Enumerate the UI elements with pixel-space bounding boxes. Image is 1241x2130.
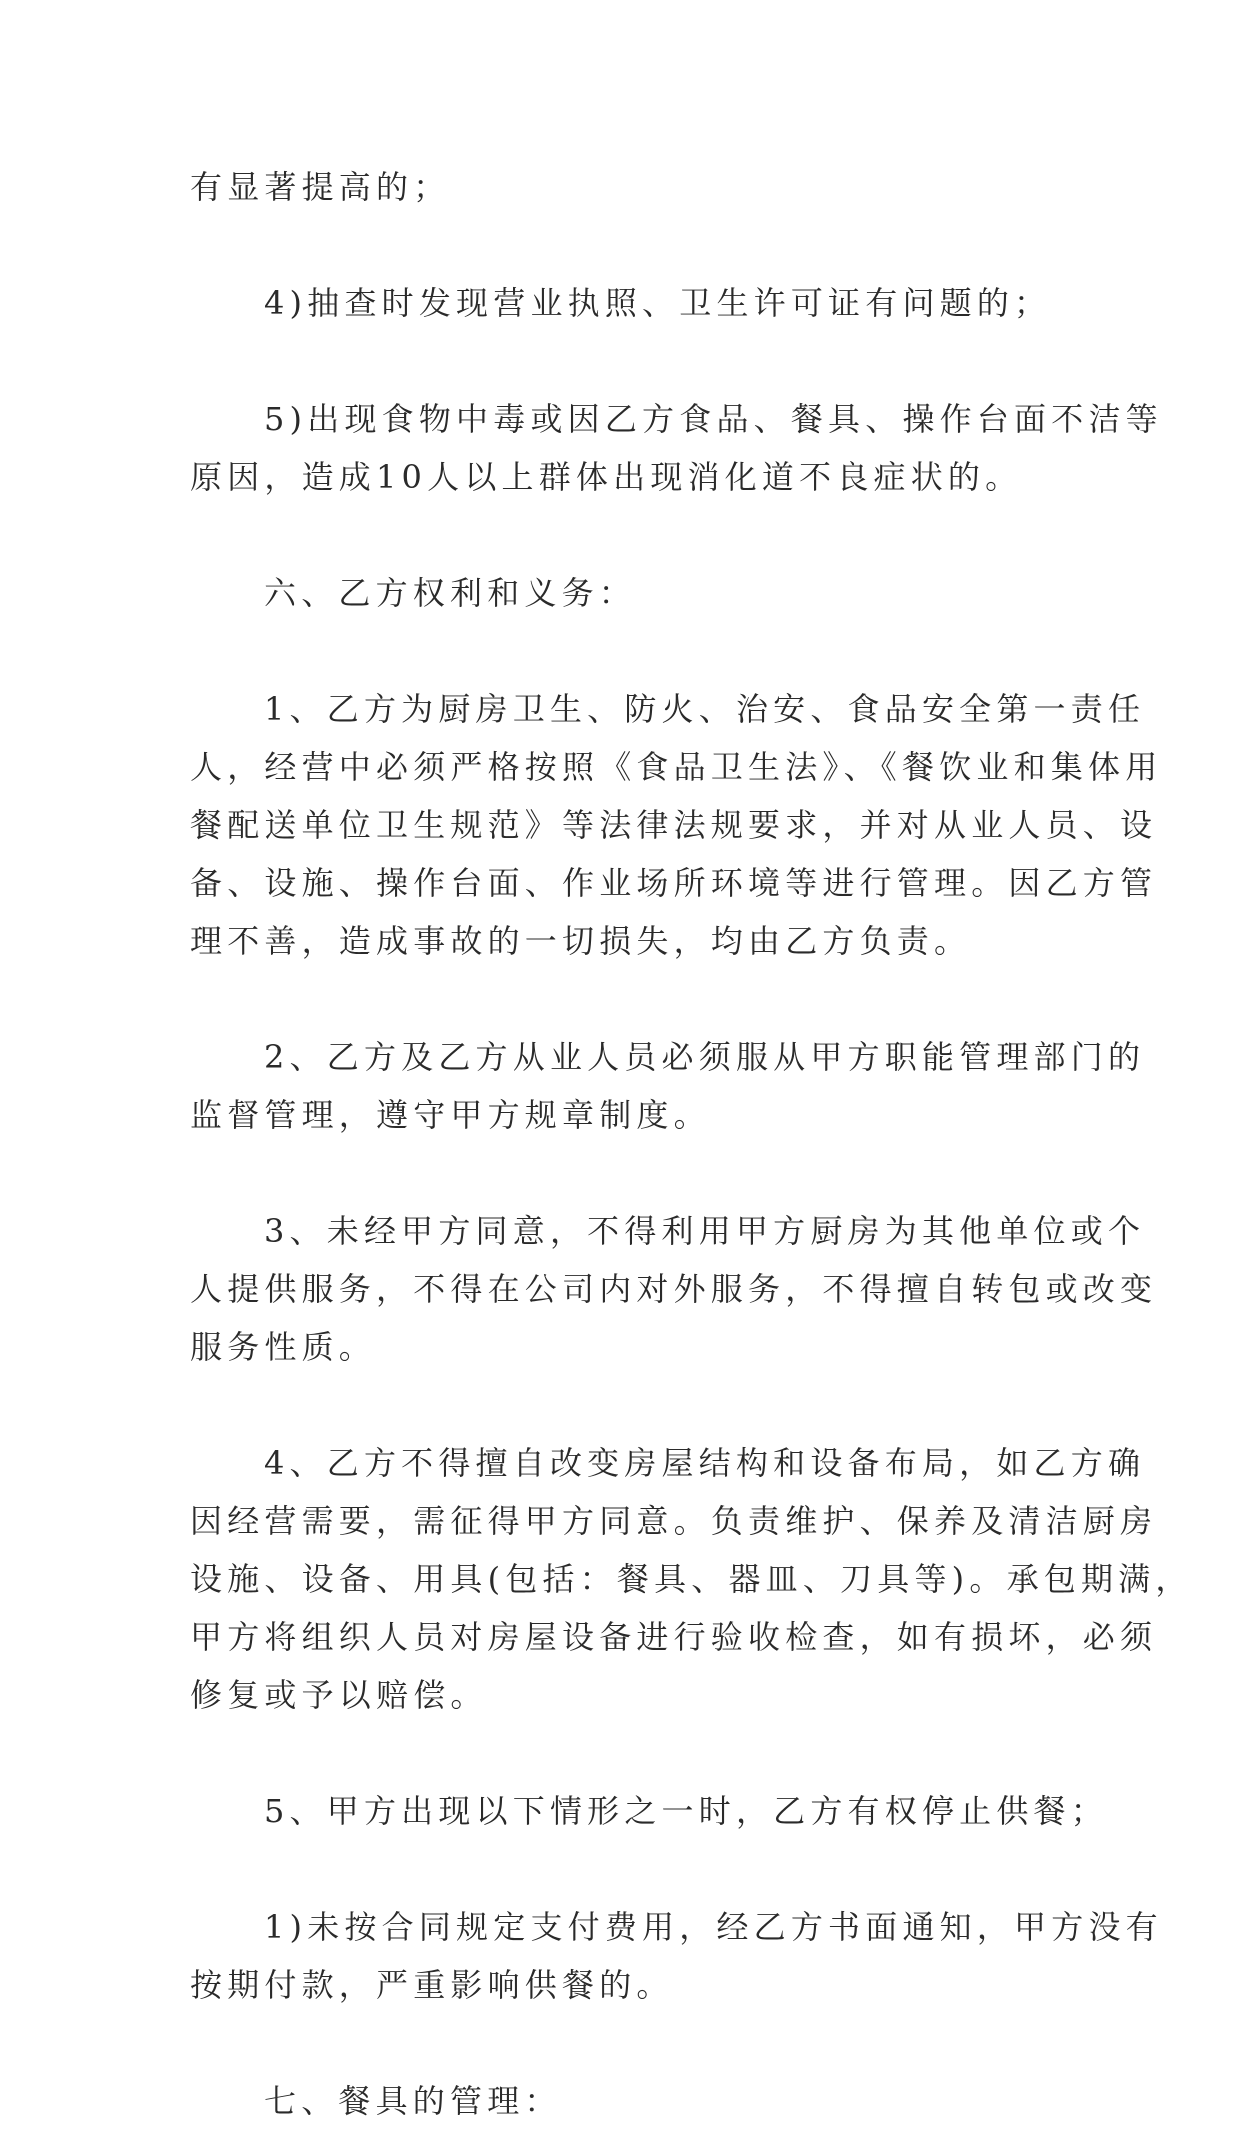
line-gap (190, 1144, 1050, 1202)
text-line: 修复或予以赔偿。 (190, 1676, 488, 1714)
text-line: 5、甲方出现以下情形之一时，乙方有权停止供餐； (264, 1792, 1108, 1830)
line-gap (190, 1376, 1050, 1434)
line-gap (190, 216, 1050, 274)
text-line: 1)未按合同规定支付费用，经乙方书面通知，甲方没有 (264, 1908, 1163, 1946)
line-gap (190, 970, 1050, 1028)
text-line: 有显著提高的； (190, 168, 451, 206)
line-gap (190, 1724, 1050, 1782)
text-line: 人，经营中必须严格按照《食品卫生法》、《餐饮业和集体用 (190, 748, 1163, 786)
text-line: 1、乙方为厨房卫生、防火、治安、食品安全第一责任 (264, 690, 1146, 728)
text-line: 甲方将组织人员对房屋设备进行验收检查，如有损坏，必须 (190, 1618, 1158, 1656)
text-line: 餐配送单位卫生规范》等法律法规要求，并对从业人员、设 (190, 806, 1158, 844)
text-line: 按期付款，严重影响供餐的。 (190, 1966, 674, 2004)
section-heading: 七、餐具的管理： (264, 2082, 562, 2120)
line-gap (190, 506, 1050, 564)
text-line: 理不善，造成事故的一切损失，均由乙方负责。 (190, 922, 972, 960)
text-line: 原因，造成10人以上群体出现消化道不良症状的。 (190, 458, 1023, 496)
line-gap (190, 332, 1050, 390)
text-line: 人提供服务，不得在公司内对外服务，不得擅自转包或改变 (190, 1270, 1158, 1308)
text-line: 备、设施、操作台面、作业场所环境等进行管理。因乙方管 (190, 864, 1158, 902)
document-body (190, 158, 1193, 2130)
text-line: 服务性质。 (190, 1328, 377, 1366)
text-line: 监督管理，遵守甲方规章制度。 (190, 1096, 711, 1134)
text-line: 2、乙方及乙方从业人员必须服从甲方职能管理部门的 (264, 1038, 1146, 1076)
text-line: 3、未经甲方同意，不得利用甲方厨房为其他单位或个 (264, 1212, 1146, 1250)
line-gap (190, 2014, 1050, 2072)
line-gap (190, 622, 1050, 680)
line-gap (190, 1840, 1050, 1898)
text-line: 5)出现食物中毒或因乙方食品、餐具、操作台面不洁等 (264, 400, 1163, 438)
text-line: 4、乙方不得擅自改变房屋结构和设备布局，如乙方确 (264, 1444, 1146, 1482)
section-heading: 六、乙方权利和义务： (264, 574, 637, 612)
text-line: 因经营需要，需征得甲方同意。负责维护、保养及清洁厨房 (190, 1502, 1158, 1540)
text-line: 设施、设备、用具(包括：餐具、器皿、刀具等)。承包期满， (190, 1560, 1193, 1598)
text-line: 4)抽查时发现营业执照、卫生许可证有问题的； (264, 284, 1052, 322)
